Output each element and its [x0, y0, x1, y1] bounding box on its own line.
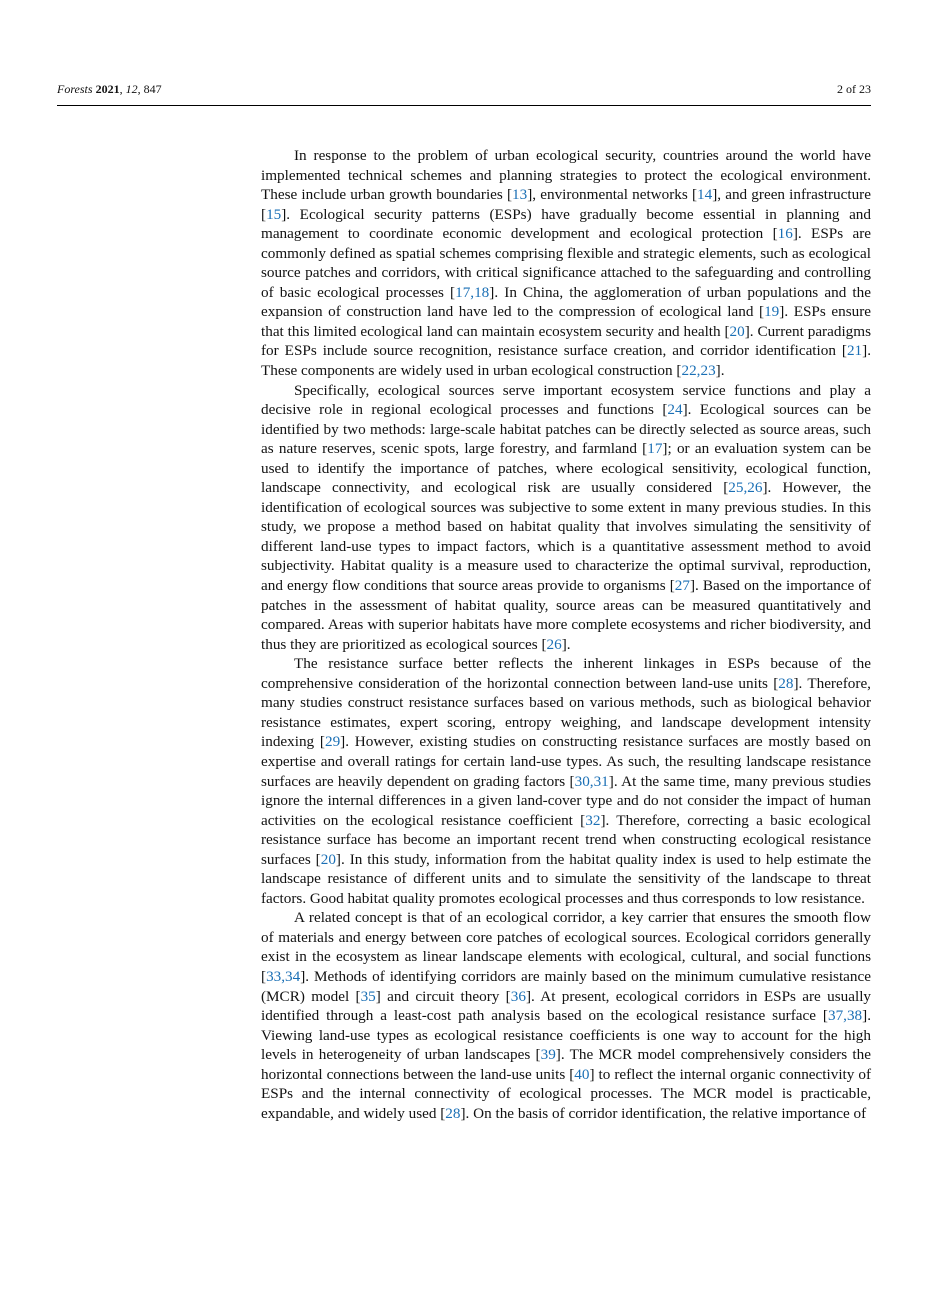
journal-year: 2021 [95, 82, 120, 96]
paragraph-text: ]. Based on the importance of patches in the assessment of habitat quality, source areas can be measured quantitatively and compared. Areas with superior habitats have more complete ecosystems and richer biodiversity, and thus they are prioritized as ecological sources [ [261, 577, 871, 653]
paragraph-text: ]. Methods of identifying corridors are mainly based on the minimum cumulative resistance (MCR) model [ [261, 967, 871, 1005]
citation-link[interactable]: 19 [764, 303, 780, 321]
paragraph-text: ] to reflect the internal organic connectivity of ESPs and the internal connectivity of ecological processes. The MCR model is practicable, expandable, and widely used [ [261, 1065, 872, 1122]
paragraph-text: ]. Ecological sources can be identified by two methods: large-scale habitat patches can be directly selected as source areas, such as nature reserves, scenic spots, large forestry, and farmland [ [261, 401, 871, 458]
paragraph-text: ], and green infrastructure [ [261, 186, 871, 223]
paragraph [261, 654, 871, 908]
citation-link[interactable]: 39 [540, 1046, 556, 1064]
citation-link[interactable]: 13 [512, 186, 528, 204]
paragraph-text: ]. In China, the agglomeration of urban populations and the expansion of construction land have led to the compression of ecological land [ [261, 283, 871, 321]
paragraph-text: ]. However, existing studies on constructing resistance surfaces are mostly based on expertise and overall ratings for certain land-use types. As such, the resulting landscape resistance surfaces are heavily dependent on grading factors [ [261, 733, 871, 790]
journal-citation: Forests 2021, 12, 847 [57, 82, 162, 96]
citation-link[interactable]: 29 [324, 733, 341, 751]
journal-volume: 12 [125, 82, 138, 96]
journal-name: Forests [57, 82, 93, 96]
paragraph [261, 381, 871, 655]
citation-link[interactable]: 28 [778, 674, 794, 692]
article-number: 847 [143, 82, 162, 96]
paragraph-text: ], environmental networks [ [527, 186, 698, 204]
paragraph-text: ]. [561, 635, 571, 653]
paragraph-text: ]. The MCR model comprehensively considers the horizontal connections between the land-use units [ [261, 1046, 871, 1083]
citation-link[interactable]: 26 [546, 635, 562, 653]
citation-link[interactable]: 36 [510, 987, 526, 1005]
citation-link[interactable]: 17 [647, 440, 663, 458]
paragraph-text: In response to the problem of urban ecological security, countries around the world have implemented technical schemes and planning strategies to protect the ecological environment. These include urban growth boundaries [ [261, 147, 871, 204]
paragraph-text: The resistance surface better reflects the inherent linkages in ESPs because of the comprehensive consideration of the horizontal connection between land-use units [ [261, 655, 871, 692]
citation-link[interactable]: 32 [585, 811, 601, 829]
citation-link[interactable]: 33,34 [266, 967, 301, 985]
paragraph-text: ]. [715, 362, 725, 380]
citation-link[interactable]: 30,31 [574, 772, 609, 790]
paragraph-text: ]. These components are widely used in urban ecological construction [ [261, 342, 871, 380]
paragraph-text: ]. However, the identification of ecological sources was subjective to some extent in many previous studies. In this study, we propose a method based on habitat quality that involves simulating the sensitivity of different land-use types to impact factors, which is a quantitative assessment method to avoid subjectivity. Habitat quality is a measure used to characterize the optimal survival, reproduction, and energy flow conditions that source areas provide to organisms [ [261, 479, 872, 595]
paragraph-text: ]. Ecological security patterns (ESPs) have gradually become essential in planning and management to coordinate economic development and ecological protection [ [261, 205, 871, 243]
paragraph-text: ]. ESPs ensure that this limited ecological land can maintain ecosystem security and health [ [261, 303, 872, 340]
paragraph-text: A related concept is that of an ecological corridor, a key carrier that ensures the smooth flow of materials and energy between core patches of ecological sources. Ecological corridors generally exist in the ecosystem as linear landscape elements with ecological, cultural, and social functions [ [261, 909, 871, 985]
paragraph-text: Specifically, ecological sources serve important ecosystem service functions and play a decisive role in regional ecological processes and functions [ [261, 381, 871, 419]
paragraph-text: ]. Current paradigms for ESPs include source recognition, resistance surface creation, and corridor identification [ [261, 322, 871, 360]
citation-link[interactable]: 16 [777, 225, 793, 243]
citation-link[interactable]: 24 [667, 401, 683, 419]
paragraph-text: ]. ESPs are commonly defined as spatial schemes comprising flexible and strategic elements, such as ecological source patches and corridors, with critical significance attached to the safeguarding and controlling of basic ecological processes [ [261, 225, 871, 301]
citation-link[interactable]: 37,38 [827, 1007, 863, 1025]
citation-link[interactable]: 21 [846, 342, 863, 360]
paragraph-text: ]. Viewing land-use types as ecological resistance coefficients is one way to account for the high levels in heterogeneity of urban landscapes [ [261, 1007, 871, 1064]
running-header [57, 80, 871, 100]
paragraph-text: ]. Therefore, many studies construct resistance surfaces based on various methods, such as biological behavior resistance estimates, expert scoring, entropy weighing, and landscape development intensity indexing [ [261, 674, 871, 751]
citation-link[interactable]: 27 [674, 577, 690, 595]
paragraph-text: ]. On the basis of corridor identification, the relative importance of [460, 1104, 867, 1122]
citation-link[interactable]: 35 [360, 987, 376, 1005]
citation-link[interactable]: 20 [320, 850, 336, 868]
paragraph-text: ]. Therefore, correcting a basic ecological resistance surface has become an important recent trend when constructing ecological resistance surfaces [ [261, 811, 871, 868]
paragraph-text: ]. In this study, information from the habitat quality index is used to help estimate the landscape resistance of different units and to simulate the sensitivity of the landscape to threat factors. Good habitat quality promotes ecological processes and thus corresponds to low resistance. [261, 850, 871, 907]
citation-link[interactable]: 20 [729, 322, 745, 340]
paragraph-text: ] and circuit theory [ [375, 987, 511, 1005]
citation-link[interactable]: 14 [697, 186, 713, 204]
paragraph-text: ]; or an evaluation system can be used to identify the importance of patches, where ecological sensitivity, ecological function, landscape connectivity, and ecological risk are usually considered [ [261, 440, 871, 497]
page-number: 2 of 23 [837, 82, 871, 96]
paragraph-text: ]. At the same time, many previous studies ignore the internal differences in a given land-cover type and do not consider the impact of human activities on the ecological resistance coefficient [ [261, 772, 871, 829]
citation-link[interactable]: 40 [574, 1065, 590, 1083]
citation-link[interactable]: 17,18 [455, 283, 490, 301]
citation-link[interactable]: 22,23 [681, 362, 716, 380]
citation-link[interactable]: 25,26 [728, 479, 763, 497]
citation-link[interactable]: 15 [266, 205, 282, 223]
citation-link[interactable]: 28 [445, 1104, 461, 1122]
paragraph [261, 908, 871, 1123]
header-rule [57, 105, 871, 106]
paragraph-text: ]. At present, ecological corridors in ESPs are usually identified through a least-cost path analysis based on the ecological resistance surface [ [261, 987, 872, 1025]
paragraph [261, 146, 871, 381]
body-text [261, 146, 871, 1123]
